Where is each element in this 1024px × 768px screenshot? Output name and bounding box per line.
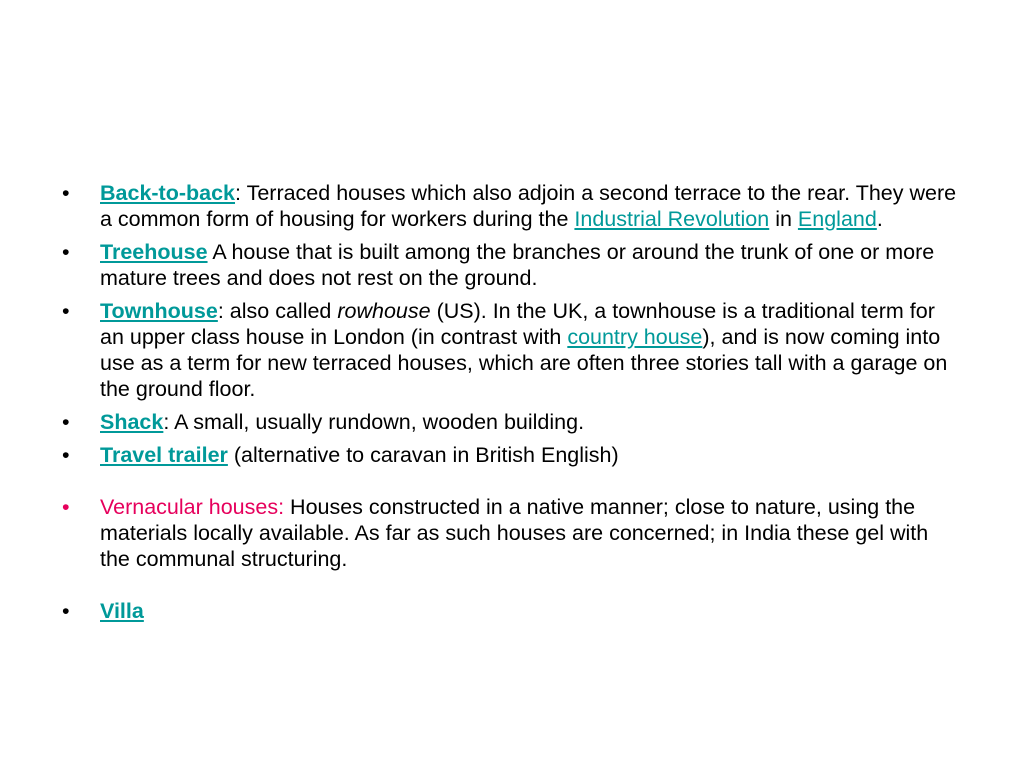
list-item-back-to-back — [62, 180, 962, 232]
travel-trailer-text: (alternative to caravan in British English) — [227, 443, 619, 467]
bullet-list — [62, 180, 962, 624]
list-item-villa — [62, 598, 962, 624]
list-item-vernacular-houses — [62, 494, 962, 572]
bullet-icon: • — [62, 240, 70, 264]
list-item-townhouse — [62, 298, 962, 402]
bullet-icon: • — [62, 495, 70, 519]
vernacular-text: Houses constructed in a native manner; close to nature, using the materials locally available. As far as such houses are concerned; in India these gel with the communal structuring. — [100, 495, 929, 571]
link-treehouse[interactable]: Treehouse — [100, 240, 208, 264]
list-item-treehouse — [62, 239, 962, 291]
back-to-back-text-2: in — [769, 207, 798, 231]
bullet-icon: • — [62, 443, 70, 467]
bullet-icon: • — [62, 299, 70, 323]
bullet-icon: • — [62, 410, 70, 434]
vernacular-label: Vernacular houses: — [100, 495, 285, 519]
shack-text: : A small, usually rundown, wooden building. — [163, 410, 585, 434]
link-villa[interactable]: Villa — [100, 599, 144, 623]
link-england[interactable]: England — [797, 207, 877, 231]
back-to-back-text-3: . — [876, 207, 883, 231]
link-shack[interactable]: Shack — [100, 410, 164, 434]
bullet-icon: • — [62, 181, 70, 205]
link-townhouse[interactable]: Townhouse — [100, 299, 218, 323]
townhouse-text-2: (US). In the UK, a townhouse is a traditional term for an upper class house in London (in contrast with — [100, 299, 935, 349]
link-industrial-revolution[interactable]: Industrial Revolution — [574, 207, 770, 231]
link-travel-trailer[interactable]: Travel trailer — [100, 443, 228, 467]
bullet-icon: • — [62, 599, 70, 623]
townhouse-text-3: ), and is now coming into use as a term for new terraced houses, which are often three stories tall with a garage on the ground floor. — [100, 325, 948, 401]
link-back-to-back[interactable]: Back-to-back — [100, 181, 236, 205]
link-country-house[interactable]: country house — [567, 325, 703, 349]
townhouse-italic-term: rowhouse — [337, 299, 431, 323]
treehouse-text: A house that is built among the branches or around the trunk of one or more mature trees and does not rest on the ground. — [100, 240, 935, 290]
back-to-back-text: : Terraced houses which also adjoin a second terrace to the rear. They were a common form of housing for workers during the — [100, 181, 957, 231]
townhouse-text: : also called — [217, 299, 338, 323]
list-item-travel-trailer — [62, 442, 962, 468]
list-item-shack — [62, 409, 962, 435]
